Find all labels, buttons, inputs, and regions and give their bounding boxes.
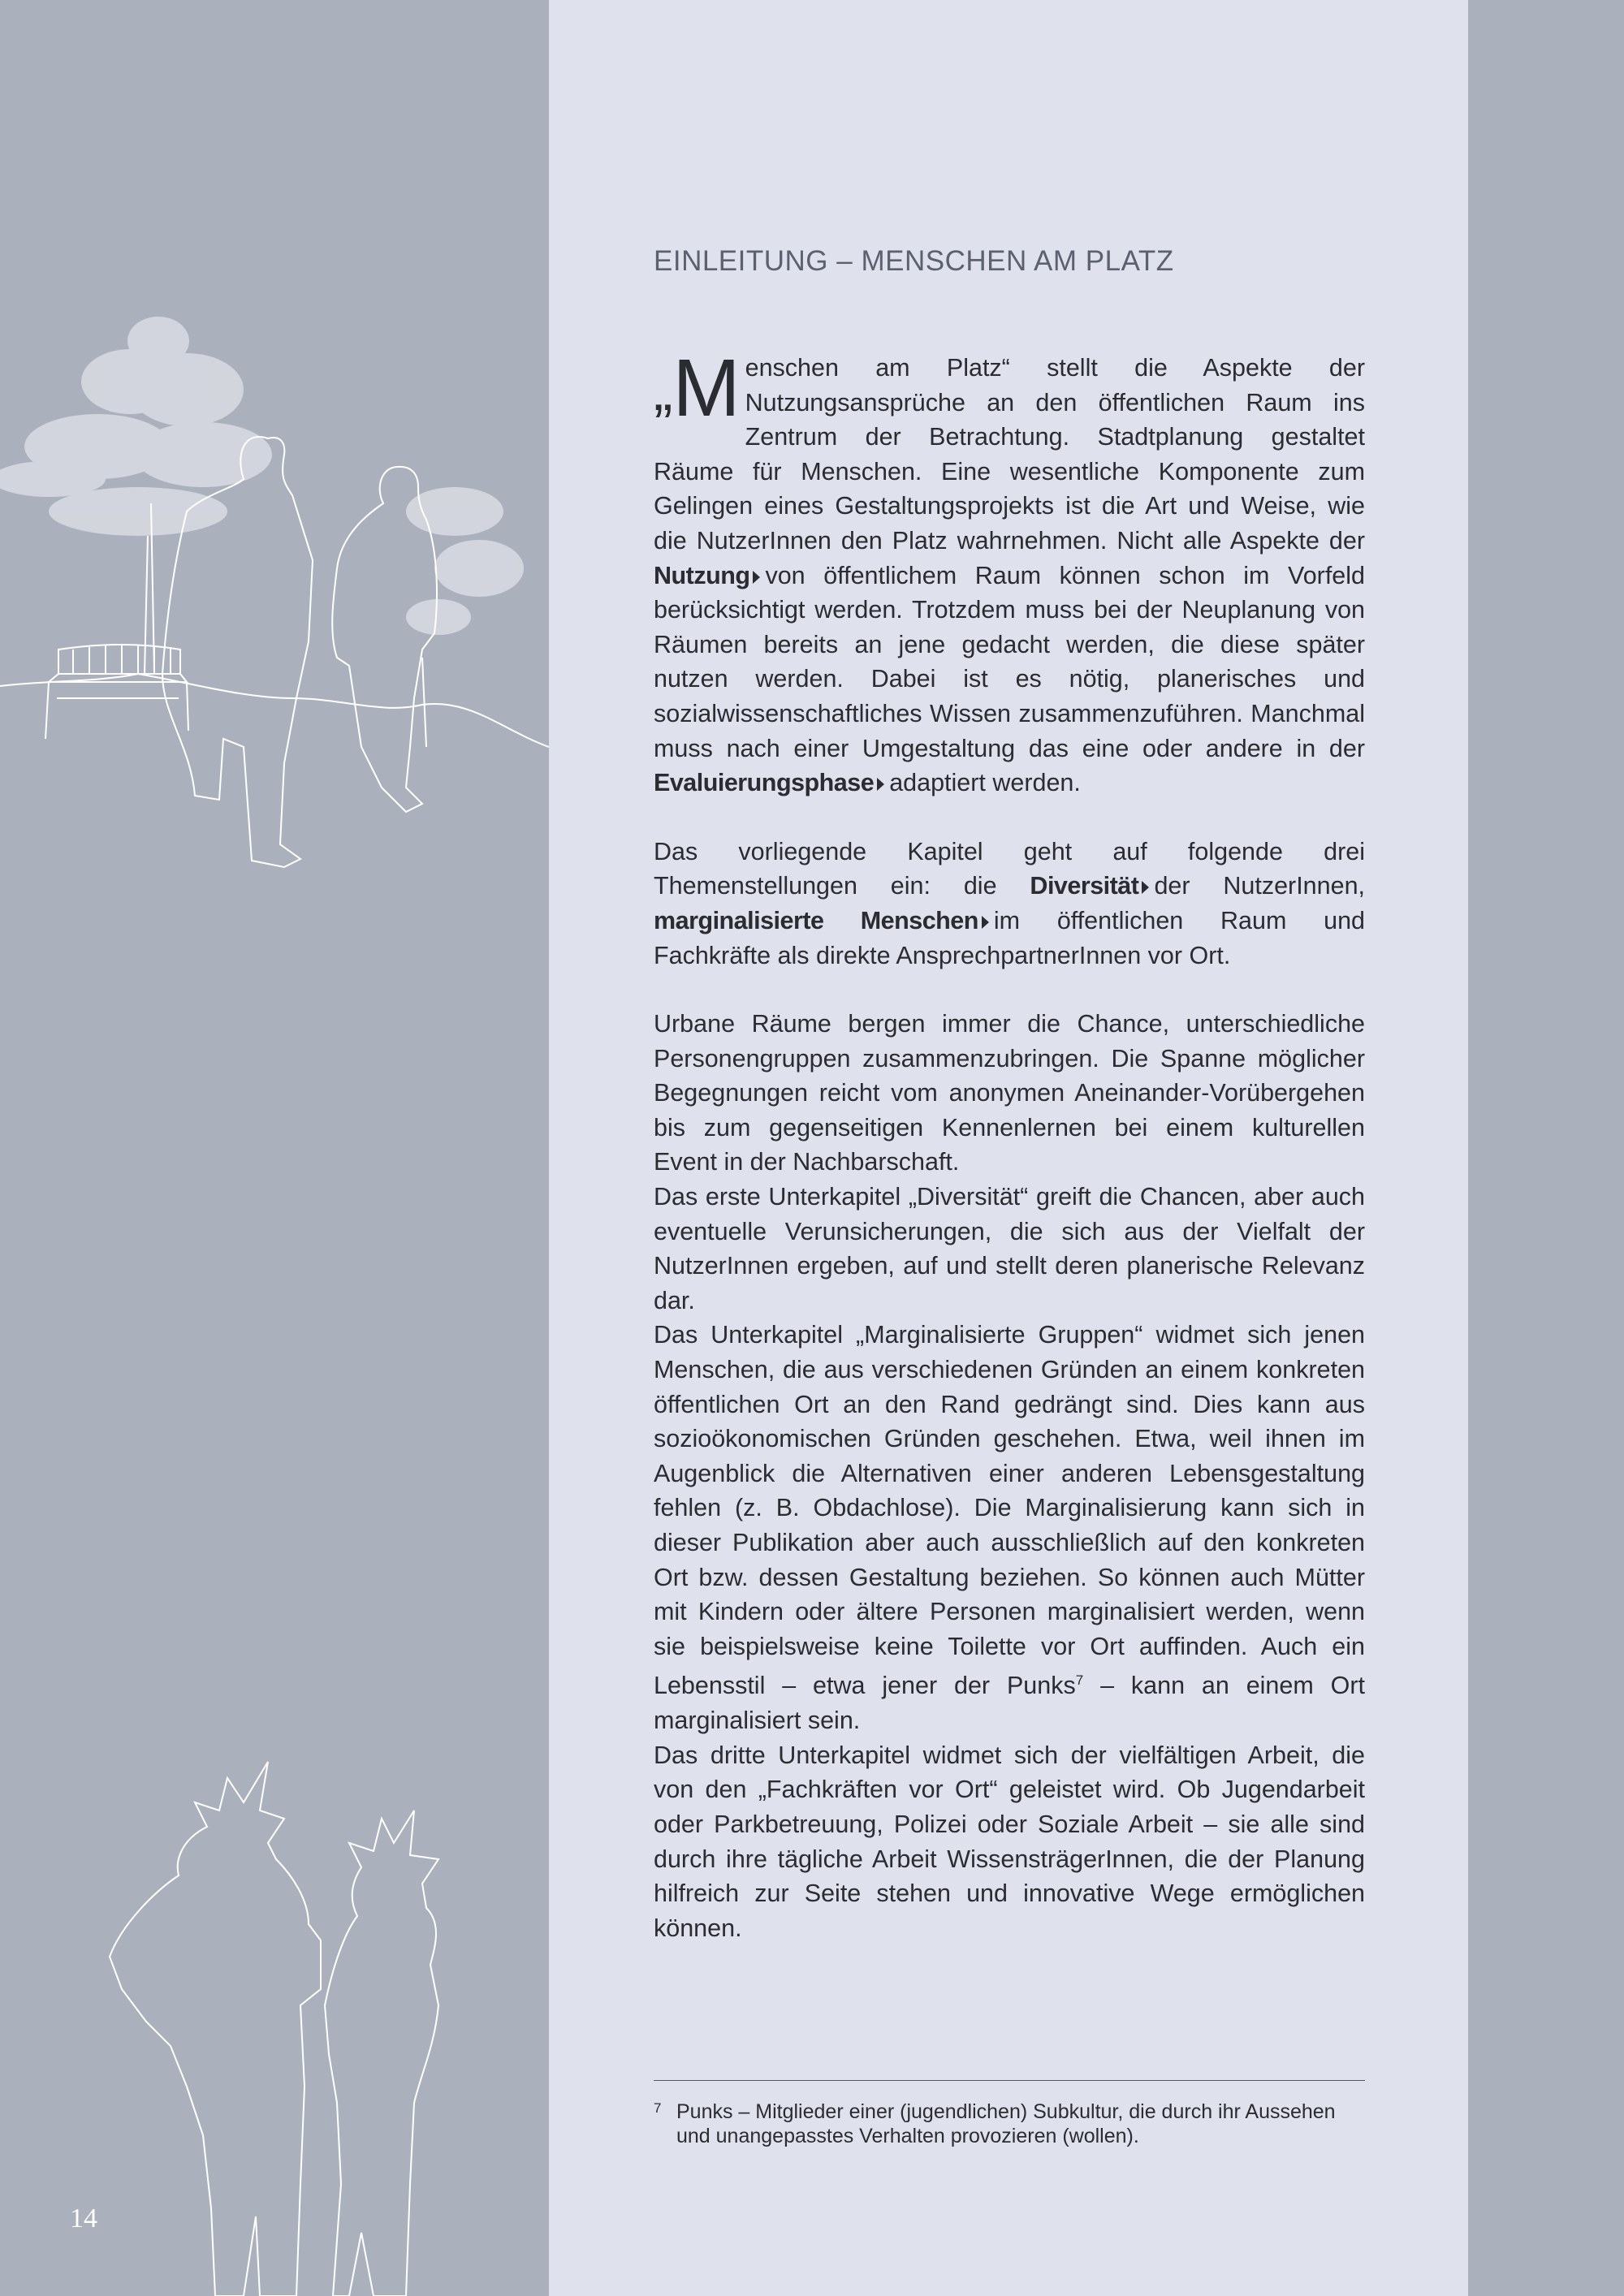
opening-quote-mark: „ (654, 359, 673, 422)
footnote-number: 7 (654, 2100, 662, 2116)
left-decorative-panel (0, 0, 549, 2296)
marginalized-text-b: – kann an einem Ort marginalisiert sein. (654, 1672, 1365, 1735)
glossary-term-evaluierungsphase[interactable]: Evaluierungsphase (654, 769, 875, 797)
intro-text-a: enschen am Platz“ stellt die Aspekte der Nutzungsansprüche an den öffentlichen Raum ins Zentrum der Betrachtung. Stadtplanung gestaltet Räume für Menschen. Eine wesentliche Komponente zum Gelingen eines Gestaltungsprojekts ist die Art und Weise, wie die NutzerInnen den Platz wahrnehmen. Nicht alle Aspekte der (654, 354, 1365, 555)
glossary-term-marginalisierte-menschen[interactable]: marginalisierte Menschen (654, 906, 978, 934)
intro-text-c: adaptiert werden. (889, 769, 1081, 797)
page-number: 14 (70, 2203, 97, 2233)
themes-paragraph (654, 835, 1365, 973)
glossary-arrow-icon (1142, 881, 1149, 894)
diversity-paragraph: Das erste Unterkapitel „Diversität“ greift die Chancen, aber auch eventuelle Verunsicherungen, die sich aus der Vielfalt der NutzerInnen ergeben, auf und stellt deren planerische Relevanz dar. (654, 1183, 1365, 1314)
urban-spaces-paragraph: Urbane Räume bergen immer die Chance, unterschiedliche Personengruppen zusammenzubringen. Die Spanne möglicher Begegnungen reicht vom anonymen Aneinander-Vorübergehen bis zum gegenseitigen Kennenlernen bei einem kulturellen Event in der Nachbarschaft. (654, 1010, 1365, 1176)
themes-text-a: Das vorliegende Kapitel geht auf folgende drei Themenstellungen ein: die (654, 837, 1365, 900)
footnote-reference[interactable]: 7 (1075, 1672, 1084, 1689)
right-margin-panel (1468, 0, 1624, 2296)
glossary-arrow-icon (982, 916, 989, 929)
themes-text-b: der NutzerInnen, (1154, 872, 1366, 900)
glossary-arrow-icon (753, 571, 760, 584)
themes-text-c: im öffentlichen Raum und Fachkräfte als direkte AnsprechpartnerInnen vor Ort. (654, 906, 1365, 969)
intro-paragraph (654, 343, 1365, 801)
glossary-arrow-icon (877, 778, 884, 791)
marginalized-paragraph (654, 1318, 1365, 1737)
footnote-divider (654, 2080, 1365, 2081)
experts-paragraph: Das dritte Unterkapitel widmet sich der vielfältigen Arbeit, die von den „Fachkräften vor Ort“ geleistet wird. Ob Jugendarbeit oder Parkbetreuung, Polizei oder Soziale Arbeit – sie alle sind durch ihre tägliche Arbeit WissensträgerInnen, die der Planung hilfreich zur Seite stehen und innovative Wege ermöglichen können. (654, 1741, 1365, 1942)
body-text (654, 343, 1366, 1945)
footnote (654, 2100, 1365, 2148)
drop-cap: M (672, 343, 741, 434)
section-title: EINLEITUNG – MENSCHEN AM PLATZ (654, 245, 1174, 277)
glossary-term-nutzung[interactable]: Nutzung (654, 561, 750, 589)
footnote-text: Punks – Mitglieder einer (jugendlichen) Subkultur, die durch ihr Aussehen und unangepasstes Verhalten provozieren (wollen). (676, 2100, 1336, 2147)
glossary-term-diversitaet[interactable]: Diversität (1030, 872, 1139, 900)
marginalized-text-a: Das Unterkapitel „Marginalisierte Gruppen“ widmet sich jenen Menschen, die aus verschiedenen Gründen an einem konkreten öffentlichen Ort an den Rand gedrängt sind. Dies kann aus sozioökonomischen Gründen geschehen. Etwa, weil ihnen im Augenblick die Alternativen einer anderen Lebensgestaltung fehlen (z. B. Obdachlose). Die Marginalisierung kann sich in dieser Publikation aber auch ausschließlich auf den konkreten Ort bzw. dessen Gestaltung beziehen. So können auch Mütter mit Kindern oder ältere Personen marginalisiert werden, wenn sie beispielsweise keine Toilette vor Ort auffinden. Auch ein Lebensstil – etwa jener der Punks (654, 1321, 1365, 1700)
intro-text-b: von öffentlichem Raum können schon im Vorfeld berücksichtigt werden. Trotzdem muss bei der Neuplanung von Räumen bereits an jene gedacht werden, die diese später nutzen werden. Dabei ist es nötig, planerisches und sozialwissenschaftliches Wissen zusammenzuführen. Manchmal muss nach einer Umgestaltung das eine oder andere in der (654, 561, 1365, 762)
park-couple-illustration (0, 292, 549, 885)
